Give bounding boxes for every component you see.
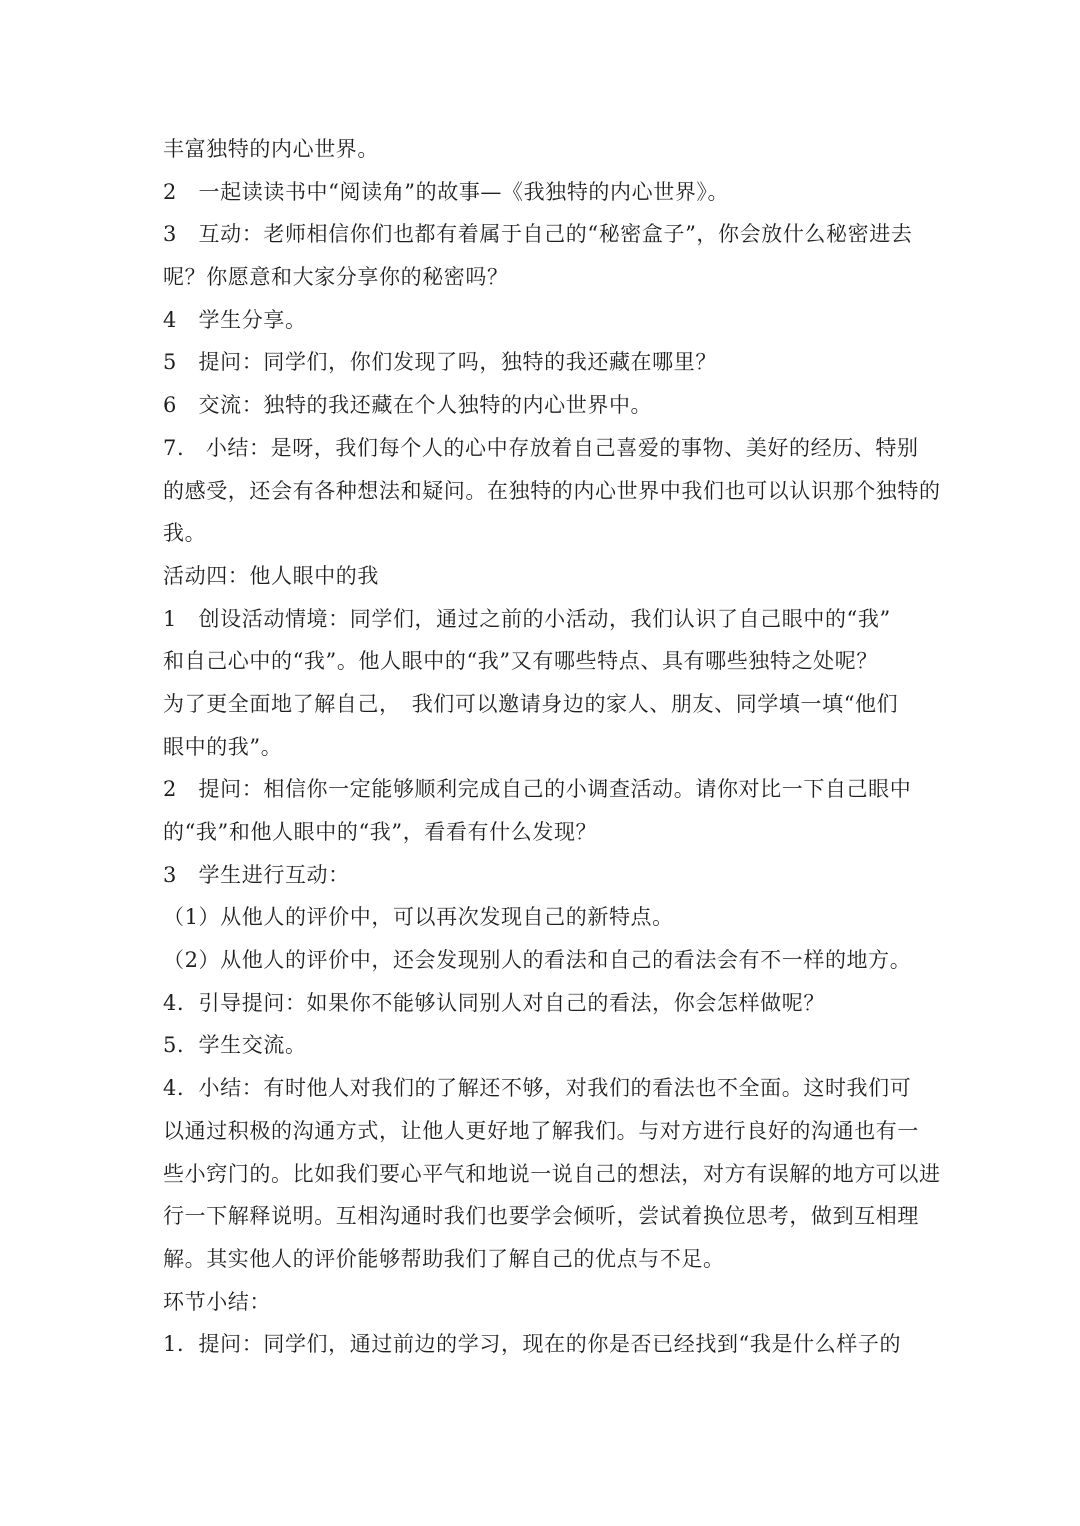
text-line: 丰富独特的内心世界。 bbox=[163, 137, 379, 161]
text-line: 我。 bbox=[163, 521, 207, 546]
text-line: （1）从他人的评价中，可以再次发现自己的新特点。 bbox=[163, 905, 674, 930]
text-line: 3 互动：老师相信你们也都有着属于自己的“秘密盒子”，你会放什么秘密进去 bbox=[163, 222, 913, 247]
text-line: 呢？你愿意和大家分享你的秘密吗？ bbox=[163, 265, 509, 290]
text-line: 2 一起读读书中“阅读角”的故事—《我独特的内心世界》。 bbox=[163, 179, 730, 204]
text-line: 2 提问：相信你一定能够顺利完成自己的小调查活动。请你对比一下自己眼中 bbox=[163, 777, 912, 802]
text-line: 行一下解释说明。互相沟通时我们也要学会倾听，尝试着换位思考，做到互相理 bbox=[163, 1204, 919, 1229]
text-line: 和自己心中的“我”。他人眼中的“我”又有哪些特点、具有哪些独特之处呢？ bbox=[163, 649, 878, 674]
text-line: 3 学生进行互动： bbox=[163, 862, 350, 887]
text-line: 4．小结：有时他人对我们的了解还不够，对我们的看法也不全面。这时我们可 bbox=[163, 1076, 912, 1101]
text-line: 1．提问：同学们，通过前边的学习，现在的你是否已经找到“我是什么样子的 bbox=[163, 1332, 902, 1357]
section-heading: 环节小结： bbox=[163, 1289, 271, 1314]
text-line: 6 交流：独特的我还藏在个人独特的内心世界中。 bbox=[163, 393, 653, 418]
text-line: 4 学生分享。 bbox=[163, 307, 307, 332]
text-line: 的感受，还会有各种想法和疑问。在独特的内心世界中我们也可以认识那个独特的 bbox=[163, 478, 941, 503]
text-line: 眼中的我”。 bbox=[163, 734, 283, 759]
text-line: 为了更全面地了解自己， 我们可以邀请身边的家人、朋友、同学填一填“他们 bbox=[163, 691, 899, 716]
text-line: 7. 小结：是呀，我们每个人的心中存放着自己喜爱的事物、美好的经历、特别 bbox=[163, 435, 919, 460]
text-line: 5 提问：同学们，你们发现了吗，独特的我还藏在哪里？ bbox=[163, 350, 717, 375]
text-line: 以通过积极的沟通方式，让他人更好地了解我们。与对方进行良好的沟通也有一 bbox=[163, 1118, 919, 1143]
text-line: 1 创设活动情境：同学们，通过之前的小活动，我们认识了自己眼中的“我” bbox=[163, 606, 891, 631]
document-body bbox=[163, 128, 941, 1366]
text-line: 5．学生交流。 bbox=[163, 1033, 307, 1058]
text-line: 4．引导提问：如果你不能够认同别人对自己的看法，你会怎样做呢？ bbox=[163, 990, 825, 1015]
text-line: 些小窍门的。比如我们要心平气和地说一说自己的想法，对方有误解的地方可以进 bbox=[163, 1161, 941, 1186]
section-heading: 活动四：他人眼中的我 bbox=[163, 563, 379, 588]
text-line: 的“我”和他人眼中的“我”，看看有什么发现？ bbox=[163, 820, 598, 844]
text-line: 解。其实他人的评价能够帮助我们了解自己的优点与不足。 bbox=[163, 1246, 725, 1271]
text-line: （2）从他人的评价中，还会发现别人的看法和自己的看法会有不一样的地方。 bbox=[163, 948, 912, 973]
